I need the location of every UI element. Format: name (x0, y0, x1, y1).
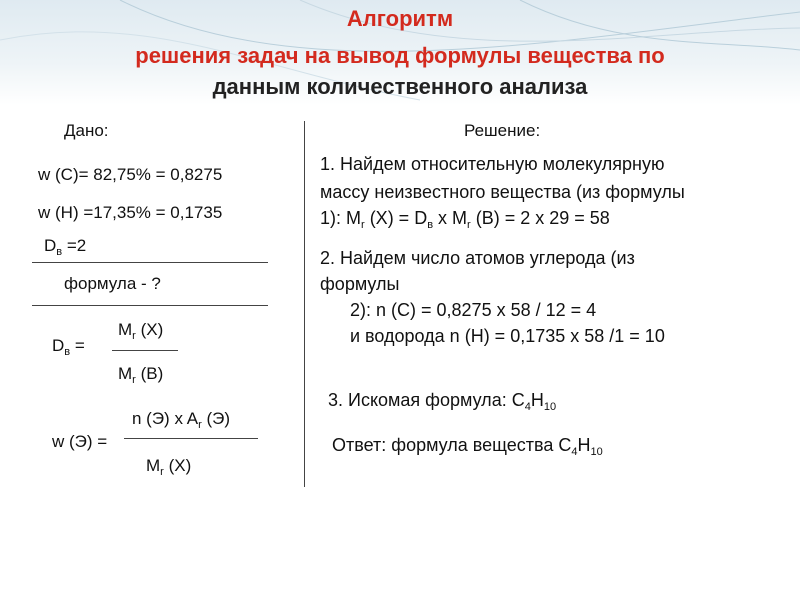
formula1-num-m: M (118, 320, 133, 339)
answer-sub-carbon: 4 (571, 446, 578, 458)
formula2-num-sub: r (198, 419, 202, 431)
column-divider (304, 121, 305, 487)
formula1-numerator (118, 320, 163, 340)
step1-sub-2: в (427, 219, 434, 231)
formula2-num-a: n (Э) x A (132, 409, 199, 428)
formula1-eq: = (70, 336, 85, 355)
given-separator-1 (32, 262, 268, 263)
step3-formula (328, 389, 556, 411)
formula1-denominator (118, 364, 163, 384)
formula1-fraction-bar (112, 350, 178, 351)
formula2-denominator (146, 456, 191, 476)
formula2-fraction-bar (124, 438, 258, 439)
answer-sub-hydrogen: 10 (590, 446, 603, 458)
formula2-den-rest: (X) (163, 456, 192, 475)
formula1-d: D (52, 336, 65, 355)
formula2-den-sub: r (160, 466, 164, 478)
formula1-num-sub: r (132, 330, 136, 342)
step1-part-a: 1): M (320, 208, 362, 228)
formula1-lhs (52, 336, 85, 356)
answer (332, 434, 603, 456)
formula1-den-rest: (B) (135, 364, 164, 383)
answer-text: Ответ: формула вещества C (332, 435, 572, 455)
title-line-2: решения задач на вывод формулы вещества по (135, 43, 665, 68)
step1-sub-3: r (467, 219, 471, 231)
step2-line3: 2): n (C) = 0,8275 x 58 / 12 = 4 (350, 300, 597, 320)
step1-line2: массу неизвестного вещества (из формулы (320, 182, 685, 202)
answer-h: H (577, 435, 591, 455)
formula1-den-m: M (118, 364, 133, 383)
formula2-num-b: (Э) (201, 409, 231, 428)
given-density (44, 236, 86, 256)
step3-sub-carbon: 4 (524, 401, 531, 413)
density-value: =2 (62, 236, 87, 255)
formula2-numerator (132, 409, 230, 429)
step2-line2: формулы (320, 274, 400, 294)
step1-part-d: (B) = 2 x 29 = 58 (470, 208, 610, 228)
given-separator-2 (32, 305, 268, 306)
step3-sub-hydrogen: 10 (543, 401, 557, 413)
solution-heading: Решение: (464, 121, 541, 140)
given-question: формула - ? (64, 274, 161, 293)
step3-text: 3. Искомая формула: C (328, 390, 525, 410)
step2-line1: 2. Найдем число атомов углерода (из (320, 248, 635, 268)
step2-line4: и водорода n (H) = 0,1735 x 58 /1 = 10 (350, 326, 665, 346)
density-subscript: в (56, 246, 63, 258)
title-line-1: Алгоритм (346, 6, 454, 31)
density-symbol: D (44, 236, 57, 255)
formula1-num-rest: (X) (135, 320, 164, 339)
given-heading: Дано: (64, 121, 109, 140)
formula2-den-m: M (146, 456, 161, 475)
step1-sub-1: r (361, 219, 365, 231)
title-line-3: данным количественного анализа (212, 74, 588, 99)
step1-part-c: x M (433, 208, 468, 228)
step1-part-b: (X) = D (364, 208, 428, 228)
given-w-carbon: w (C)= 82,75% = 0,8275 (38, 165, 223, 184)
formula1-den-sub: r (132, 374, 136, 386)
formula1-d-sub: в (64, 346, 71, 358)
formula2-lhs: w (Э) = (52, 432, 108, 451)
given-w-hydrogen: w (H) =17,35% = 0,1735 (38, 203, 223, 222)
step1-line1: 1. Найдем относительную молекулярную (320, 154, 665, 174)
step3-h: H (530, 390, 544, 410)
step1-line3 (320, 207, 610, 229)
